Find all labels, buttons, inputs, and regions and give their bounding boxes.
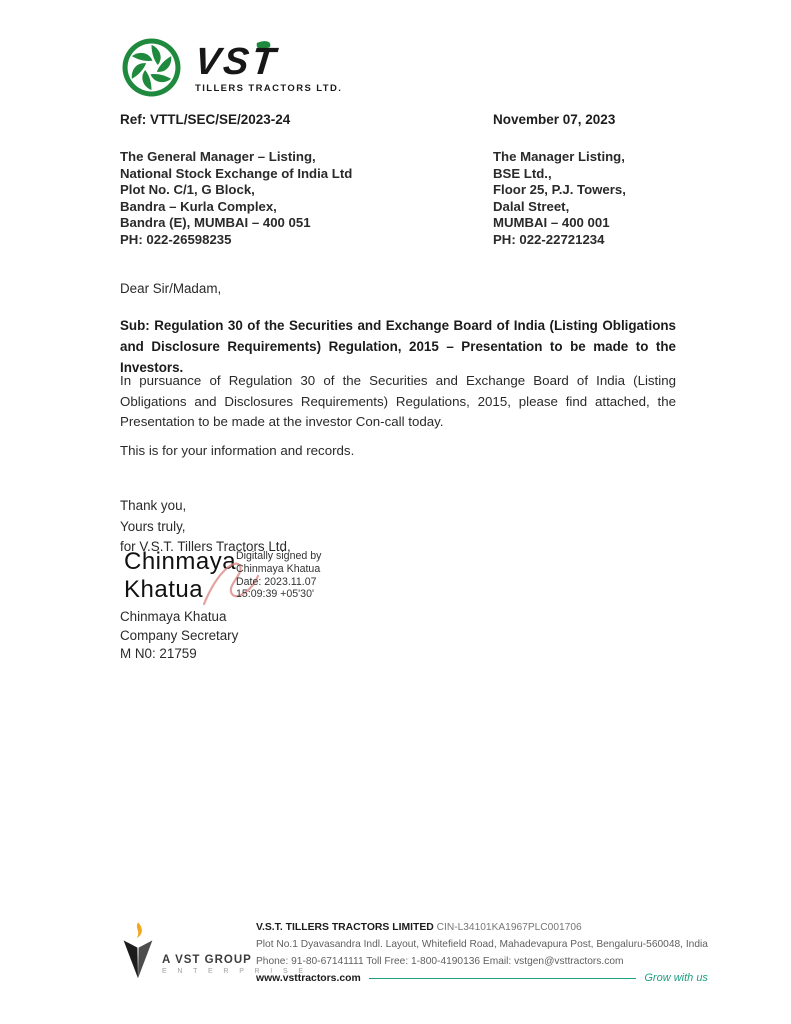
address-line: Bandra – Kurla Complex, xyxy=(120,198,277,214)
footer-tagline: Grow with us xyxy=(644,972,708,984)
footer-contact: Phone: 91-80-67141111 Toll Free: 1-800-4190136 Email: vstgen@vsttractors.com xyxy=(256,956,624,967)
reference-number: Ref: VTTL/SEC/SE/2023-24 xyxy=(120,112,291,127)
signatory-name: Chinmaya Khatua xyxy=(120,609,227,624)
membership-number: M N0: 21759 xyxy=(120,646,197,662)
footer-divider xyxy=(369,978,637,980)
signoff-block xyxy=(120,608,238,664)
digital-signature-text: Digitally signed by Chinmaya Khatua Date: 2023.11.07 15:09:39 +05'30' xyxy=(236,550,322,601)
recipient-blocks xyxy=(120,149,676,249)
letterhead xyxy=(120,36,342,99)
footer-website: www.vsttractors.com xyxy=(256,973,361,984)
recipient-bse xyxy=(493,149,676,249)
address-line: Plot No. C/1, G Block, xyxy=(120,182,255,198)
footer-company-name: V.S.T. TILLERS TRACTORS LIMITED xyxy=(256,922,434,933)
vst-wordmark xyxy=(192,40,343,94)
closing-line: for V.S.T. Tillers Tractors Ltd, xyxy=(120,539,291,554)
group-name: A VST GROUP xyxy=(162,954,252,966)
address-line: The General Manager – Listing, xyxy=(120,149,316,164)
signature-name: Chinmaya Khatua xyxy=(124,548,237,603)
footer-info xyxy=(256,911,708,987)
body-paragraph-2: This is for your information and records. xyxy=(120,443,355,458)
brand-name: VST xyxy=(192,40,281,83)
brand-subtitle: TILLERS TRACTORS LTD. xyxy=(195,82,343,94)
address-line: BSE Ltd., xyxy=(493,165,552,181)
salutation: Dear Sir/Madam, xyxy=(120,281,222,296)
closing-line: Yours truly, xyxy=(120,518,186,534)
subject-line: Sub: Regulation 30 of the Securities and Exchange Board of India (Listing Obligations and Disclosure Requirements) Regulation, 2015 – Presentation to be made to the Investors. xyxy=(120,318,676,375)
torch-icon xyxy=(120,919,156,981)
address-line: PH: 022-26598235 xyxy=(120,231,232,247)
footer-cin: CIN-L34101KA1967PLC001706 xyxy=(436,922,582,933)
address-line: PH: 022-22721234 xyxy=(493,231,605,247)
footer xyxy=(120,911,708,987)
signatory-title: Company Secretary xyxy=(120,627,239,643)
address-line: MUMBAI – 400 001 xyxy=(493,215,610,231)
digital-signature-block xyxy=(124,548,424,608)
address-line: Dalal Street, xyxy=(493,198,570,214)
letter-date: November 07, 2023 xyxy=(493,112,616,127)
address-line: Floor 25, P.J. Towers, xyxy=(493,182,626,198)
group-subtitle: E N T E R P R I S E xyxy=(162,968,308,975)
vst-group-logo xyxy=(120,911,308,987)
address-line: The Manager Listing, xyxy=(493,149,625,164)
ref-date-row xyxy=(120,112,676,127)
vst-rotor-emblem-icon xyxy=(120,36,183,99)
address-line: Bandra (E), MUMBAI – 400 051 xyxy=(120,215,311,231)
footer-address: Plot No.1 Dyavasandra Indl. Layout, Whitefield Road, Mahadevapura Post, Bengaluru-560048, India xyxy=(256,939,708,950)
body-paragraph-1: In pursuance of Regulation 30 of the Securities and Exchange Board of India (Listing Obligations and Disclosures Requirements) Regulations, 2015, please find attached, the Presentation to be made at the investor Con-call today. xyxy=(120,373,676,429)
recipient-nse xyxy=(120,149,493,249)
address-line: National Stock Exchange of India Ltd xyxy=(120,165,353,181)
closing-line: Thank you, xyxy=(120,498,187,513)
